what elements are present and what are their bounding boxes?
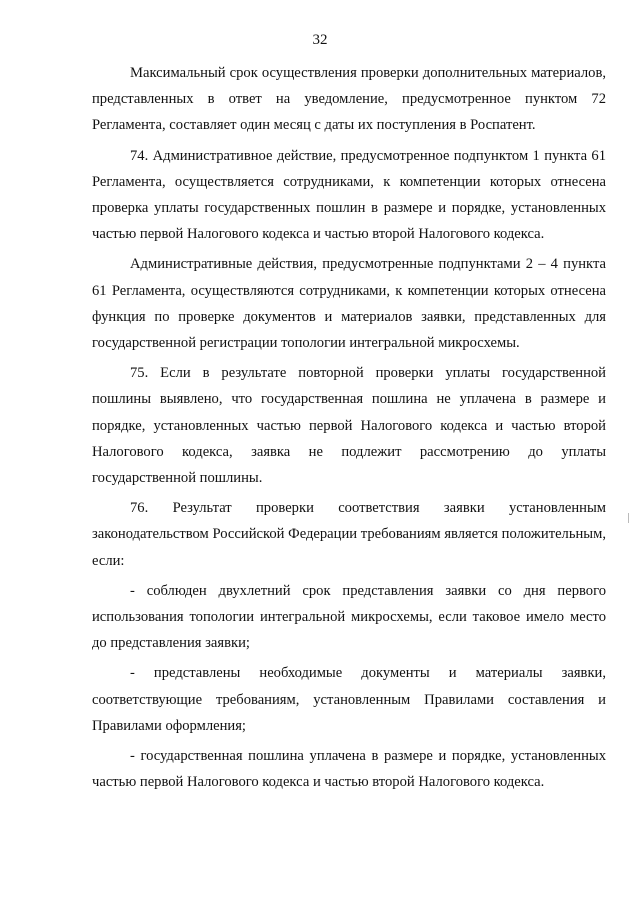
paragraph-admin-actions: Административные действия, предусмотренные подпунктами 2 – 4 пункта 61 Регламента, осуществляются сотрудниками, к компетенции которых отнесена функция по проверке документов и материалов заявки, представленных для государственной регистрации топологии интегральной микросхемы.	[92, 256, 606, 352]
list-item-two-year-term: - соблюден двухлетний срок представления заявки со дня первого использования топологии интегральной микросхемы, если таковое имело место до представления заявки;	[92, 582, 606, 652]
scan-edge-mark	[628, 513, 629, 523]
paragraph-75: 75. Если в результате повторной проверки уплаты государственной пошлины выявлено, что государственная пошлина не уплачена в размере и порядке, установленных частью первой Налогового кодекса и частью второй Налогового кодекса, заявка не подлежит рассмотрению до уплаты государственной пошлины.	[92, 365, 606, 487]
list-item-fee-paid: - государственная пошлина уплачена в размере и порядке, установленных частью первой Налогового кодекса и частью второй Налогового кодекса.	[92, 748, 606, 791]
page-number: 32	[312, 32, 328, 48]
paragraph-76: 76. Результат проверки соответствия заявки установленным законодательством Российской Федерации требованиям является положительным, если:	[92, 500, 606, 569]
list-item-documents-provided: - представлены необходимые документы и материалы заявки, соответствующие требованиям, установленным Правилами составления и Правилами оформления;	[92, 665, 606, 734]
paragraph-max-term: Максимальный срок осуществления проверки дополнительных материалов, представленных в ответ на уведомление, предусмотренное пунктом 72 Регламента, составляет один месяц с даты их поступления в Роспатент.	[92, 65, 606, 134]
document-body	[92, 60, 606, 799]
paragraph-74: 74. Административное действие, предусмотренное подпунктом 1 пункта 61 Регламента, осуществляется сотрудниками, к компетенции которых отнесена проверка уплаты государственных пошлин в размере и порядке, установленных частью первой Налогового кодекса и частью второй Налогового кодекса.	[92, 147, 606, 243]
